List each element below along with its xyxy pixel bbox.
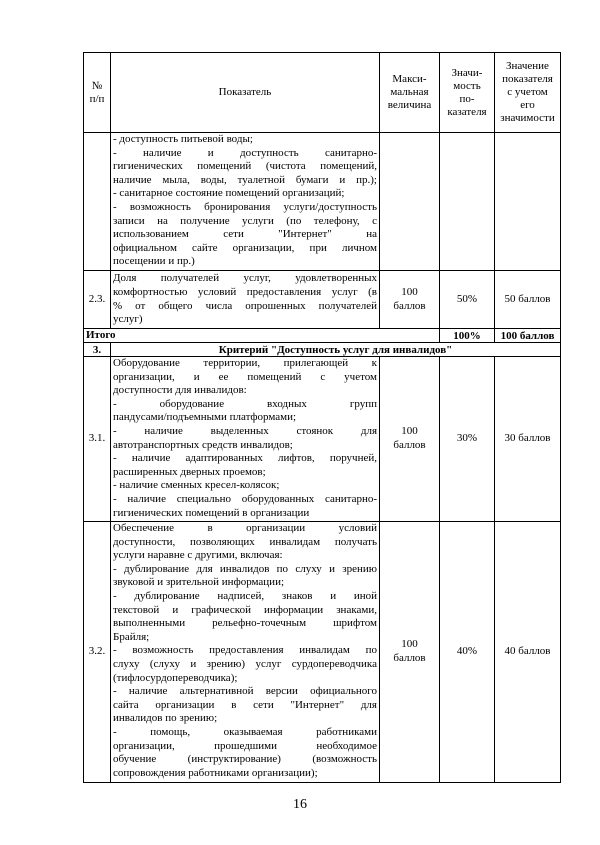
total-significance: 100% bbox=[440, 329, 495, 343]
table-row bbox=[84, 522, 561, 783]
header-significance: Значи- мость по- казателя bbox=[440, 53, 495, 133]
header-value: Значение показателя с учетом его значимости bbox=[495, 53, 561, 133]
header-num: № п/п bbox=[84, 53, 111, 133]
table-row bbox=[84, 271, 561, 329]
row-number: 3.2. bbox=[84, 522, 111, 783]
row-value: 50 баллов bbox=[495, 271, 561, 329]
criterion-row bbox=[84, 343, 561, 357]
row-significance: 50% bbox=[440, 271, 495, 329]
continued-text: - доступность питьевой воды; - наличие и доступность санитарно- гигиенических помещений (чистота помещений, наличие мыла, воды, туалетной бумаги и пр.); - санитарное состояние помещений организаций; - возможность бронирования услуги/доступность записи на получение услуги (по телефону, с использованием сети "Интернет" на официальном сайте организации, при личном посещении и пр.) bbox=[111, 133, 380, 271]
criterion-number: 3. bbox=[84, 343, 111, 357]
row-text: Оборудование территории, прилегающей к организации, и ее помещений с учетом доступности для инвалидов: - оборудование входных групп пандусами/подъемными платформами; - наличие выделенных стоянок для автотранспортных средств инвалидов; - наличие адаптированных лифтов, поручней, расширенных дверных проемов; - наличие сменных кресел-колясок; - наличие специально оборудованных санитарно- гигиенических помещений в организации bbox=[111, 357, 380, 522]
row-max: 100 баллов bbox=[380, 357, 440, 522]
row-significance: 40% bbox=[440, 522, 495, 783]
row-value: 30 баллов bbox=[495, 357, 561, 522]
criteria-table bbox=[83, 52, 561, 783]
total-value: 100 баллов bbox=[495, 329, 561, 343]
row-text: Доля получателей услуг, удовлетворенных комфортностью условий предоставления услуг (в % от общего числа опрошенных получателей услуг) bbox=[111, 271, 380, 329]
row-number: 2.3. bbox=[84, 271, 111, 329]
row-number: 3.1. bbox=[84, 357, 111, 522]
header-indicator: Показатель bbox=[111, 53, 380, 133]
row-significance: 30% bbox=[440, 357, 495, 522]
table-header-row bbox=[84, 53, 561, 133]
row-max: 100 баллов bbox=[380, 522, 440, 783]
criterion-title: Критерий "Доступность услуг для инвалидов" bbox=[111, 343, 561, 357]
row-max: 100 баллов bbox=[380, 271, 440, 329]
row-text: Обеспечение в организации условий доступности, позволяющих инвалидам получать услуги наравне с другими, включая: - дублирование для инвалидов по слуху и зрению звуковой и зрительной информации; - дублирование надписей, знаков и иной текстовой и графической информации знаками, выполненными рельефно-точечным шрифтом Брайля; - возможность предоставления инвалидам по слуху (слуху и зрению) услуг сурдопереводчика (тифлосурдопереводчика); - наличие альтернативной версии официального сайта организации в сети "Интернет" для инвалидов по зрению; - помощь, оказываемая работниками организации, прошедшими необходимое обучение (инструктирование) (возможность сопровождения работниками организации); bbox=[111, 522, 380, 783]
page-number: 16 bbox=[293, 797, 307, 812]
total-row bbox=[84, 329, 561, 343]
row-value: 40 баллов bbox=[495, 522, 561, 783]
table-row bbox=[84, 357, 561, 522]
table-row bbox=[84, 133, 561, 271]
header-max: Макси- мальная величина bbox=[380, 53, 440, 133]
total-label: Итого bbox=[84, 329, 440, 343]
